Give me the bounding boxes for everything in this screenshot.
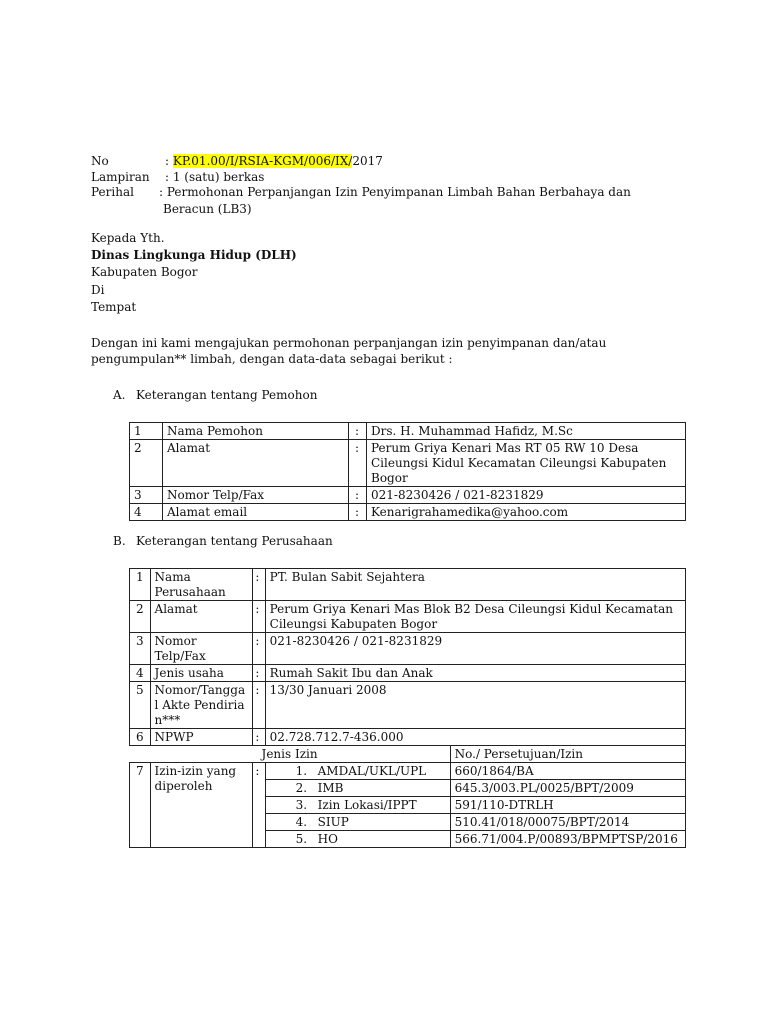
company-table [129,568,686,848]
row-label: Alamat email [163,504,349,521]
addressee-tempat: Tempat [91,300,137,314]
lampiran-label: Lampiran [91,170,150,184]
izin-value: 566.71/004.P/00893/BPMPTSP/2016 [450,831,685,848]
letter-number-highlight: KP.01.00/I/RSIA-KGM/006/IX/ [172,154,353,168]
table-row [130,601,686,633]
izin-num: 5. [295,832,308,846]
perihal-label: Perihal [91,185,134,199]
row-no: 2 [130,440,163,487]
row-label: Alamat [150,601,253,633]
table-row [130,682,686,729]
row-no: 5 [130,682,151,729]
table-row [130,633,686,665]
row-value: Rumah Sakit Ibu dan Anak [265,665,685,682]
row-colon: : [253,569,265,601]
row-no: 3 [130,487,163,504]
no-colon: : [165,154,170,168]
row-colon: : [253,665,265,682]
izin-name: AMDAL/UKL/UPL [317,764,427,778]
applicant-table [129,422,686,521]
row-label: Nomor Telp/Fax [150,633,253,665]
perihal-value-line2: Beracun (LB3) [163,202,252,216]
addressee-di: Di [91,283,105,297]
row-value: 021-8230426 / 021-8231829 [265,633,685,665]
intro-line2: pengumpulan** limbah, dengan data-data sebagai berikut : [91,352,453,366]
row-value: 13/30 Januari 2008 [265,682,685,729]
addressee-name: Dinas Lingkunga Hidup (DLH) [91,248,297,262]
table-row [130,504,686,521]
row-no: 7 [130,763,151,848]
izin-num: 1. [295,764,308,778]
row-label: NPWP [150,729,253,746]
izin-header-right: No./ Persetujuan/Izin [450,746,685,763]
section-a-title: Keterangan tentang Pemohon [136,388,318,402]
no-label: No [91,154,109,168]
row-colon: : [349,440,367,487]
row-no: 2 [130,601,151,633]
row-no: 3 [130,633,151,665]
row-colon: : [253,601,265,633]
izin-name: SIUP [317,815,349,829]
izin-item [265,780,450,797]
izin-item [265,763,450,780]
row-colon: : [253,633,265,665]
section-a-marker: A. [113,388,126,402]
row-value: Perum Griya Kenari Mas RT 05 RW 10 Desa Cileungsi Kidul Kecamatan Cileungsi Kabupaten Bogor [367,440,686,487]
table-row [130,440,686,487]
row-value: Perum Griya Kenari Mas Blok B2 Desa Cileungsi Kidul Kecamatan Cileungsi Kabupaten Bogor [265,601,685,633]
row-colon: : [253,682,265,729]
izin-num: 2. [295,781,308,795]
row-label: Alamat [163,440,349,487]
izin-item [265,814,450,831]
row-no: 1 [130,569,151,601]
izin-header-row [130,746,686,763]
izin-row [130,763,686,780]
row-value: Drs. H. Muhammad Hafidz, M.Sc [367,423,686,440]
row-no: 1 [130,423,163,440]
row-value: 02.728.712.7-436.000 [265,729,685,746]
row-label: Izin-izin yang diperoleh [150,763,253,848]
izin-num: 4. [295,815,308,829]
row-label: Nama Perusahaan [150,569,253,601]
izin-item [265,831,450,848]
section-b-marker: B. [113,534,126,548]
izin-header-left: Jenis Izin [130,746,451,763]
row-colon: : [349,423,367,440]
row-label: Nomor Telp/Fax [163,487,349,504]
row-no: 6 [130,729,151,746]
addressee-city: Kabupaten Bogor [91,265,198,279]
row-no: 4 [130,504,163,521]
section-b-title: Keterangan tentang Perusahaan [136,534,333,548]
row-colon: : [349,487,367,504]
izin-value: 660/1864/BA [450,763,685,780]
intro-line1: Dengan ini kami mengajukan permohonan perpanjangan izin penyimpanan dan/atau [91,336,607,350]
table-row [130,569,686,601]
row-colon: : [349,504,367,521]
row-label: Nama Pemohon [163,423,349,440]
row-colon: : [253,729,265,746]
row-value: Kenarigrahamedika@yahoo.com [367,504,686,521]
row-label: Nomor/Tanggal Akte Pendirian*** [150,682,253,729]
izin-value: 645.3/003.PL/0025/BPT/2009 [450,780,685,797]
row-label: Jenis usaha [150,665,253,682]
letter-number-year: 2017 [352,154,383,168]
letter-number [165,154,383,169]
row-colon: : [253,763,265,848]
table-row [130,665,686,682]
izin-num: 3. [295,798,308,812]
izin-value: 510.41/018/00075/BPT/2014 [450,814,685,831]
row-value: 021-8230426 / 021-8231829 [367,487,686,504]
izin-name: IMB [317,781,344,795]
table-row [130,487,686,504]
perihal-value-line1: : Permohonan Perpanjangan Izin Penyimpanan Limbah Bahan Berbahaya dan [159,185,631,199]
izin-name: HO [317,832,338,846]
table-row [130,423,686,440]
izin-item [265,797,450,814]
row-value: PT. Bulan Sabit Sejahtera [265,569,685,601]
izin-name: Izin Lokasi/IPPT [317,798,417,812]
lampiran-value: : 1 (satu) berkas [165,170,265,184]
table-row [130,729,686,746]
kepada-yth: Kepada Yth. [91,231,165,245]
izin-value: 591/110-DTRLH [450,797,685,814]
row-no: 4 [130,665,151,682]
